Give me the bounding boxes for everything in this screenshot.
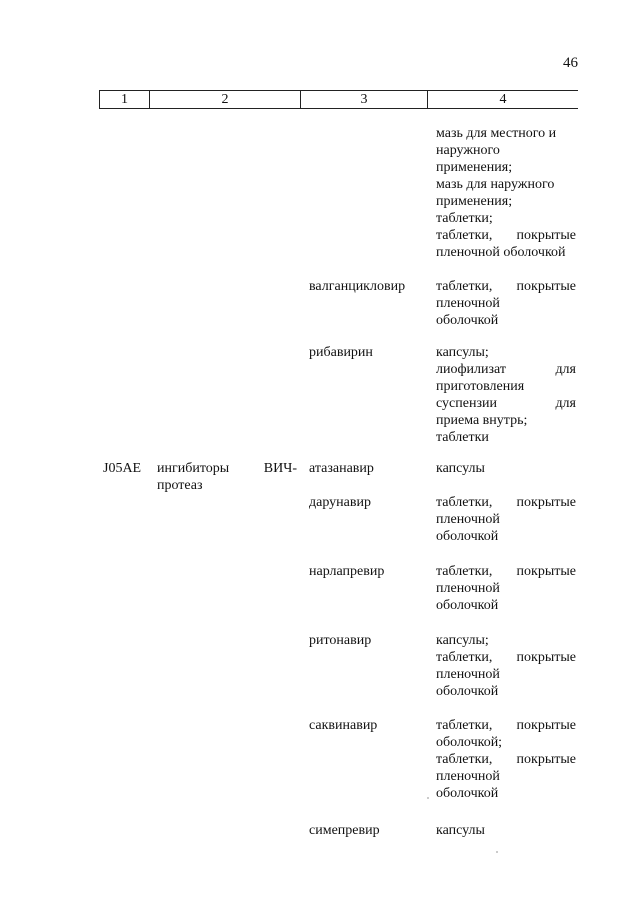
- header-col-4: 4: [499, 92, 507, 107]
- atc-code: J05AE: [103, 461, 142, 476]
- dosage-forms: [436, 717, 576, 802]
- dosage-form-line-word: покрытые: [516, 495, 576, 510]
- dosage-form-line-word: покрытые: [516, 718, 576, 733]
- dosage-form-line: [436, 563, 576, 580]
- dosage-form-line: приготовления: [436, 379, 525, 394]
- dosage-form-line: таблетки: [436, 430, 489, 445]
- dosage-form-line: применения;: [436, 160, 513, 175]
- scan-speck: [427, 797, 429, 799]
- dosage-form-line: [436, 278, 576, 295]
- drug-name: рибавирин: [309, 345, 373, 360]
- dosage-form-line-word: покрытые: [516, 228, 576, 243]
- drug-name: дарунавир: [309, 495, 371, 510]
- drug-name: валганцикловир: [309, 279, 406, 294]
- drug-name: саквинавир: [309, 718, 378, 733]
- dosage-form-line: пленочной: [436, 512, 500, 527]
- drug-name: ритонавир: [309, 633, 372, 648]
- dosage-form-line: наружного: [436, 143, 500, 158]
- group-line: протеаз: [157, 478, 203, 493]
- dosage-form-line: таблетки;: [436, 211, 493, 226]
- dosage-form-line-word: суспензии: [436, 396, 497, 411]
- dosage-form-line-word: покрытые: [516, 650, 576, 665]
- dosage-forms: [436, 632, 576, 700]
- dosage-form-line: [436, 227, 576, 244]
- dosage-form-line-word: таблетки,: [436, 564, 493, 579]
- dosage-forms: [436, 563, 576, 614]
- drug-name: атазанавир: [309, 461, 374, 476]
- dosage-form-line: оболочкой: [436, 684, 499, 699]
- dosage-form-line: [436, 494, 576, 511]
- dosage-form-line: пленочной: [436, 296, 500, 311]
- dosage-form-line-word: для: [555, 362, 576, 377]
- dosage-forms: [436, 278, 576, 329]
- dosage-form-line: капсулы: [436, 823, 485, 838]
- dosage-form-line: [436, 751, 576, 768]
- dosage-form-line-word: таблетки,: [436, 495, 493, 510]
- dosage-form-line: капсулы;: [436, 345, 489, 360]
- group-line: [157, 460, 297, 477]
- dosage-form-line: мазь для местного и: [436, 126, 557, 141]
- dosage-form-line: мазь для наружного: [436, 177, 555, 192]
- dosage-form-line-word: лиофилизат: [436, 362, 507, 377]
- group-line-word: ингибиторы: [157, 461, 230, 476]
- dosage-form-line: оболочкой;: [436, 735, 503, 750]
- dosage-form-line: [436, 361, 576, 378]
- dosage-form-line-word: таблетки,: [436, 279, 493, 294]
- dosage-form-line: [436, 717, 576, 734]
- dosage-form-line: капсулы: [436, 461, 485, 476]
- dosage-forms: [436, 494, 576, 545]
- dosage-form-line-word: покрытые: [516, 564, 576, 579]
- page-number: 46: [563, 55, 578, 71]
- dosage-form-line: применения;: [436, 194, 513, 209]
- dosage-form-line: оболочкой: [436, 598, 499, 613]
- dosage-form-line: приема внутрь;: [436, 413, 528, 428]
- dosage-form-line: оболочкой: [436, 529, 499, 544]
- header-col-3: 3: [360, 92, 368, 107]
- header-col-1: 1: [121, 92, 128, 107]
- dosage-form-line-word: таблетки,: [436, 650, 493, 665]
- dosage-forms: [436, 125, 576, 261]
- dosage-form-line: [436, 649, 576, 666]
- dosage-form-line: пленочной оболочкой: [436, 245, 566, 260]
- dosage-form-line-word: таблетки,: [436, 718, 493, 733]
- dosage-form-line: оболочкой: [436, 786, 499, 801]
- dosage-form-line-word: таблетки,: [436, 228, 493, 243]
- dosage-form-line-word: покрытые: [516, 752, 576, 767]
- table-header: [99, 90, 578, 109]
- dosage-form-line-word: таблетки,: [436, 752, 493, 767]
- dosage-form-line: пленочной: [436, 581, 500, 596]
- dosage-form-line-word: покрытые: [516, 279, 576, 294]
- dosage-form-line-word: для: [555, 396, 576, 411]
- dosage-form-line: оболочкой: [436, 313, 499, 328]
- dosage-forms: [436, 460, 576, 477]
- dosage-form-line: пленочной: [436, 667, 500, 682]
- dosage-forms: [436, 822, 576, 839]
- scan-speck: [496, 851, 498, 853]
- drug-name: нарлапревир: [309, 564, 385, 579]
- pharmacological-group: [157, 460, 297, 494]
- drug-name: симепревир: [309, 823, 380, 838]
- group-line-word: ВИЧ-: [263, 461, 297, 476]
- header-col-2: 2: [221, 92, 229, 107]
- dosage-forms: [436, 344, 576, 446]
- dosage-form-line: капсулы;: [436, 633, 489, 648]
- dosage-form-line: пленочной: [436, 769, 500, 784]
- dosage-form-line: [436, 395, 576, 412]
